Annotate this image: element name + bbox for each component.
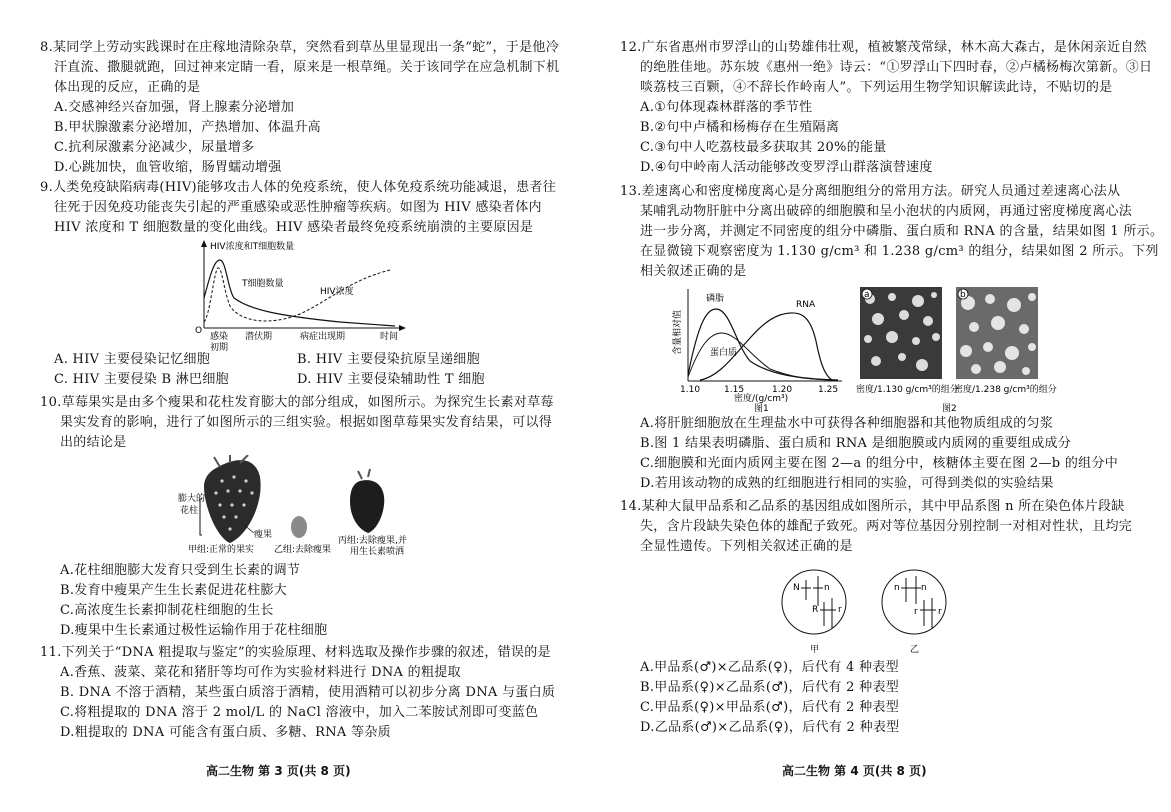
hiv-figure bbox=[190, 236, 410, 354]
x-label-early: 初期 bbox=[210, 343, 229, 353]
question-text: 体出现的反应，正确的是 bbox=[54, 80, 201, 95]
question-text: 汗直流、撒腿就跑，回过神来定睛一看，原来是一根草绳。关于该同学在应急机制下机 bbox=[54, 60, 560, 75]
x-tick: 1.15 bbox=[724, 385, 745, 395]
option-c: C.抗利尿激素分泌减少，尿量增多 bbox=[54, 140, 255, 155]
density-figure bbox=[670, 285, 1090, 413]
option-a: A.花柱细胞膨大发育只受到生长素的调节 bbox=[60, 563, 301, 578]
fig2-caption: 图2 bbox=[942, 404, 957, 413]
x-tick: 1.10 bbox=[680, 385, 701, 395]
option-b: B. HIV 主要侵染抗原呈递细胞 bbox=[297, 352, 480, 367]
question-text: 10.草莓果实是由多个瘦果和花柱发育膨大的部分组成，如图所示。为探究生长素对草莓 bbox=[40, 395, 554, 410]
cell-b-label: 乙 bbox=[910, 645, 920, 655]
y-axis-label: HIV浓度和T细胞数量 bbox=[210, 242, 295, 252]
left-page bbox=[0, 0, 585, 812]
question-text: 全显性遗传。下列相关叙述正确的是 bbox=[640, 539, 853, 554]
question-11 bbox=[40, 643, 580, 743]
question-14 bbox=[620, 497, 1160, 557]
option-a: A.①句体现森林群落的季节性 bbox=[640, 100, 813, 115]
question-text: 出的结论是 bbox=[60, 435, 127, 450]
option-b: B. DNA 不溶于酒精，某些蛋白质溶于酒精，使用酒精可以初步分离 DNA 与蛋白质 bbox=[60, 685, 556, 700]
question-9-options bbox=[54, 350, 574, 390]
phospholipid-label: 磷脂 bbox=[706, 294, 725, 304]
option-c: C.细胞膜和光面内质网主要在图 2—a 的组分中，核糖体主要在图 2—b 的组分中 bbox=[640, 456, 1119, 471]
chromosome-figure bbox=[780, 562, 960, 658]
question-text: 在显微镜下观察密度为 1.130 g/cm³ 和 1.238 g/cm³ 的组分，结果如图 2 所示。下列 bbox=[640, 244, 1159, 259]
question-text: 13.差速离心和密度梯度离心是分离细胞组分的常用方法。研究人员通过差速离心法从 bbox=[620, 184, 1121, 199]
origin-label: O bbox=[195, 326, 203, 336]
caption-b: 密度/1.238 g/cm³的组分 bbox=[954, 385, 1057, 395]
option-d: D. HIV 主要侵染辅助性 T 细胞 bbox=[297, 372, 485, 387]
micrograph-a bbox=[860, 287, 942, 379]
question-text: 进一步分离，并测定不同密度的组分中磷脂、蛋白质和 RNA 的含量，结果如图 1 所示。 bbox=[640, 224, 1164, 239]
question-text: 相关叙述正确的是 bbox=[640, 264, 747, 279]
page-footer: 高二生物 第 3 页(共 8 页) bbox=[206, 764, 351, 778]
right-page bbox=[586, 0, 1171, 812]
question-text: 9.人类免疫缺陷病毒(HIV)能够攻击人体的免疫系统，使人体免疫系统功能减退，患者往 bbox=[40, 180, 557, 195]
gene-n: n bbox=[921, 583, 927, 593]
x-tick: 1.25 bbox=[818, 385, 839, 395]
option-a: A.交感神经兴奋加强，肾上腺素分泌增加 bbox=[54, 100, 295, 115]
question-text: 往死于因免疫功能丧失引起的严重感染或恶性肿瘤等疾病。如图为 HIV 感染者体内 bbox=[54, 200, 542, 215]
option-c: C. HIV 主要侵染 B 淋巴细胞 bbox=[54, 372, 229, 387]
question-12 bbox=[620, 38, 1160, 178]
question-text: 11.下列关于“DNA 粗提取与鉴定”的实验原理、材料选取及操作步骤的叙述，错误的是 bbox=[40, 645, 551, 660]
option-b: B.②句中卢橘和杨梅存在生殖隔离 bbox=[640, 120, 840, 135]
question-text: HIV 浓度和 T 细胞数量的变化曲线。HIV 感染者最终免疫系统崩溃的主要原因是 bbox=[54, 220, 534, 235]
option-b: B.甲品系(♀)×乙品系(♂)，后代有 2 种表型 bbox=[640, 680, 900, 695]
question-text: 8.某同学上劳动实践课时在庄稼地清除杂草，突然看到草丛里显现出一条“蛇”，于是他冷 bbox=[40, 40, 559, 55]
micrograph-b bbox=[956, 287, 1038, 379]
option-b: B.甲状腺激素分泌增加，产热增加、体温升高 bbox=[54, 120, 321, 135]
x-label-symptom: 病症出现期 bbox=[300, 332, 346, 342]
option-d: D.④句中岭南人活动能够改变罗浮山群落演替速度 bbox=[640, 160, 933, 175]
y-axis-label: 含量相对值 bbox=[673, 309, 683, 355]
x-label-infection: 感染 bbox=[210, 332, 229, 342]
gene-n: n bbox=[894, 583, 900, 593]
gene-R: R bbox=[812, 605, 819, 615]
option-b: B.发育中瘦果产生生长素促进花柱膨大 bbox=[60, 583, 288, 598]
page-footer: 高二生物 第 4 页(共 8 页) bbox=[782, 764, 927, 778]
question-13 bbox=[620, 182, 1164, 282]
question-text: 14.某种大鼠甲品系和乙品系的基因组成如图所示，其中甲品系图 n 所在染色体片段缺 bbox=[620, 499, 1125, 514]
caption-group-b: 乙组:去除瘦果 bbox=[274, 545, 332, 555]
question-14-options bbox=[640, 658, 1160, 738]
question-text: 12.广东省惠州市罗浮山的山势雄伟壮观，植被繁茂常绿，林木高大森古，是休闲亲近自然 bbox=[620, 40, 1147, 55]
hiv-label: HIV浓度 bbox=[320, 287, 354, 297]
question-8 bbox=[40, 38, 570, 178]
rna-label: RNA bbox=[796, 300, 816, 310]
x-axis-label: 密度/(g/cm³) bbox=[734, 394, 789, 404]
cell-a-label: 甲 bbox=[810, 645, 820, 655]
question-text: 果实发育的影响，进行了如图所示的三组实验。根据如图草莓果实发育结果，可以得 bbox=[60, 415, 553, 430]
x-label-latent: 潜伏期 bbox=[245, 332, 273, 342]
option-a: A.香蕉、菠菜、菜花和猪肝等均可作为实验材料进行 DNA 的粗提取 bbox=[60, 665, 461, 680]
label-style2: 花柱 bbox=[180, 506, 199, 516]
gene-r: r bbox=[838, 605, 842, 615]
question-text: 啖荔枝三百颗，④不辞长作岭南人”。下列运用生物学知识解读此诗，不贴切的是 bbox=[640, 80, 1113, 95]
option-d: D.心跳加快，血管收缩，肠胃蠕动增强 bbox=[54, 160, 282, 175]
t-cell-label: T细胞数量 bbox=[242, 279, 284, 289]
caption-group-c2: 用生长素喷洒 bbox=[350, 547, 405, 557]
option-a: A.甲品系(♂)×乙品系(♀)，后代有 4 种表型 bbox=[640, 660, 899, 675]
panel-a-label: a bbox=[864, 290, 870, 300]
option-b: B.图 1 结果表明磷脂、蛋白质和 RNA 是细胞膜或内质网的重要组成成分 bbox=[640, 436, 1072, 451]
option-a: A. HIV 主要侵染记忆细胞 bbox=[54, 352, 211, 367]
x-tick: 1.20 bbox=[772, 385, 793, 395]
question-text: 某哺乳动物肝脏中分离出破碎的细胞膜和呈小泡状的内质网，再通过密度梯度离心法 bbox=[640, 204, 1133, 219]
question-9 bbox=[40, 178, 570, 238]
label-seed: 瘦果 bbox=[254, 530, 273, 540]
fig1-caption: 图1 bbox=[754, 404, 769, 413]
x-label-time: 时间 bbox=[380, 332, 399, 342]
gene-n: n bbox=[824, 583, 830, 593]
gene-r: r bbox=[938, 607, 942, 617]
gene-r: r bbox=[914, 607, 918, 617]
option-d: D.乙品系(♂)×乙品系(♀)，后代有 2 种表型 bbox=[640, 720, 900, 735]
option-c: C.高浓度生长素抑制花柱细胞的生长 bbox=[60, 603, 274, 618]
panel-b-label: b bbox=[960, 290, 966, 300]
option-c: C.③句中人吃荔枝最多获取其 20%的能量 bbox=[640, 140, 887, 155]
question-10 bbox=[40, 393, 570, 453]
question-10-options bbox=[60, 561, 570, 641]
option-a: A.将肝脏细胞放在生理盐水中可获得各种细胞器和其他物质组成的匀浆 bbox=[640, 416, 1054, 431]
gene-N: N bbox=[793, 583, 800, 593]
caption-group-a: 甲组:正常的果实 bbox=[188, 545, 255, 555]
question-text: 的绝胜佳地。苏东坡《惠州一绝》诗云：“①罗浮山下四时春，②卢橘杨梅次第新。③日 bbox=[640, 60, 1153, 75]
option-c: C.将粗提取的 DNA 溶于 2 mol/L 的 NaCl 溶液中，加入二苯胺试剂即可变蓝色 bbox=[60, 705, 539, 720]
strawberry-figure bbox=[178, 455, 418, 560]
question-13-options bbox=[640, 414, 1160, 494]
caption-group-c1: 丙组:去除瘦果,并 bbox=[338, 536, 407, 546]
protein-label: 蛋白质 bbox=[710, 348, 738, 358]
option-d: D.若用该动物的成熟的红细胞进行相同的实验，可得到类似的实验结果 bbox=[640, 476, 1054, 491]
caption-a: 密度/1.130 g/cm³的组分 bbox=[856, 385, 959, 395]
option-d: D.粗提取的 DNA 可能含有蛋白质、多糖、RNA 等杂质 bbox=[60, 725, 391, 740]
option-c: C.甲品系(♀)×甲品系(♂)，后代有 2 种表型 bbox=[640, 700, 899, 715]
label-style1: 膨大的 bbox=[178, 494, 206, 504]
option-d: D.瘦果中生长素通过极性运输作用于花柱细胞 bbox=[60, 623, 328, 638]
question-text: 失，含片段缺失染色体的雄配子致死。两对等位基因分别控制一对相对性状，且均完 bbox=[640, 519, 1133, 534]
